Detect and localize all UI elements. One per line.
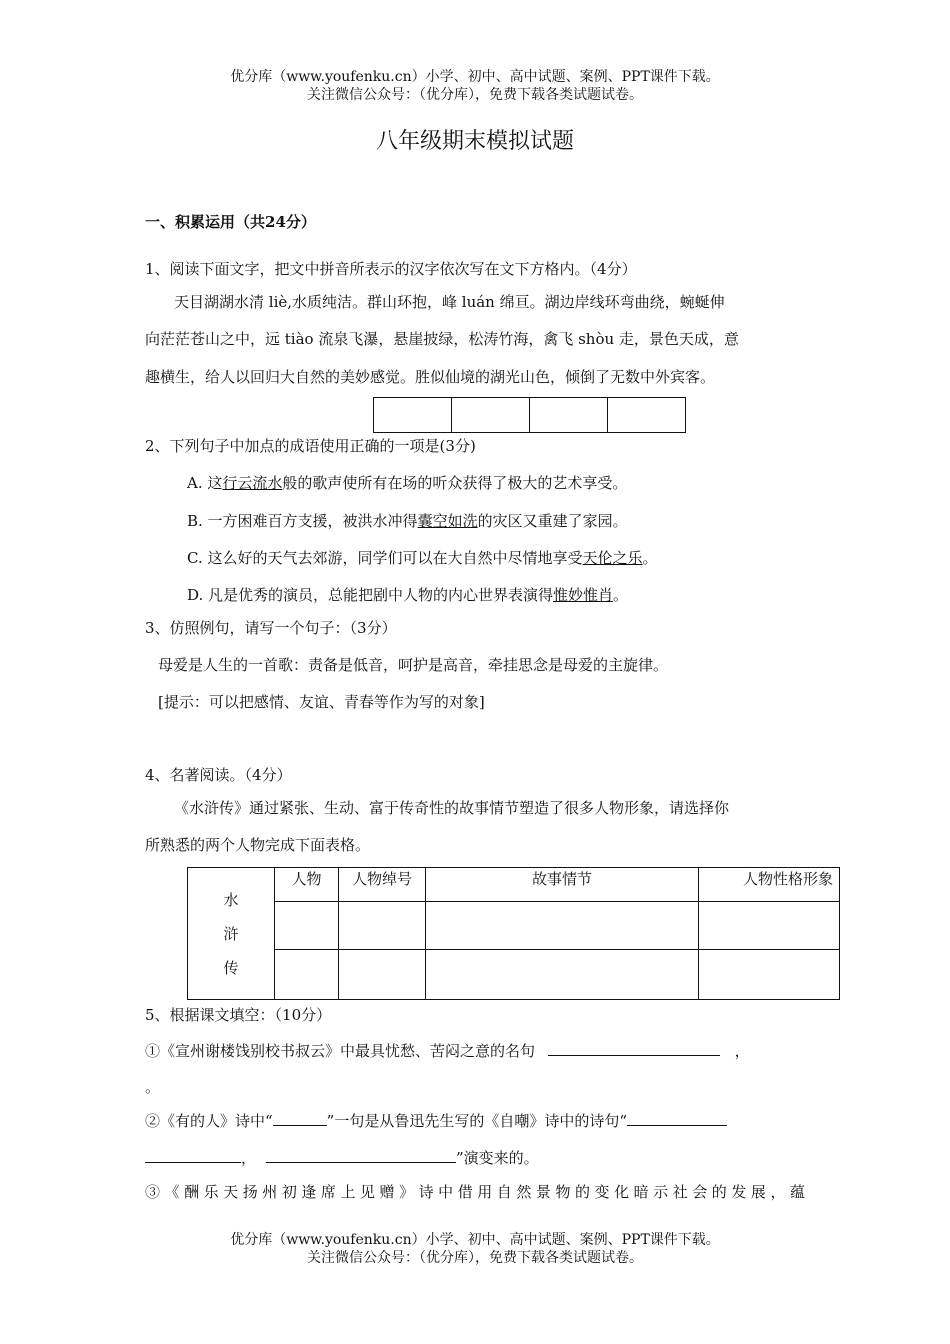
- q5-item-1: [145, 1039, 750, 1062]
- q1-para-line-1: 天目湖湖水清 liè,水质纯洁。群山环抱，峰 luán 绵亘。湖边岸线环弯曲绕，蜿蜒伸: [174, 293, 725, 311]
- q3-stem: 3、仿照例句，请写一个句子：（3分）: [145, 619, 397, 637]
- table-header: 人物绰号: [339, 868, 426, 902]
- q5-item-2-d: ”演变来的。: [456, 1149, 539, 1167]
- q3-example: 母爱是人生的一首歌：责备是低音，呵护是高音，牵挂思念是母爱的主旋律。: [158, 656, 669, 674]
- q5-item-2-c: ，: [241, 1149, 257, 1167]
- side-char: 浒: [223, 924, 239, 943]
- q4-para-line-1: 《水浒传》通过紧张、生动、富于传奇性的故事情节塑造了很多人物形象，请选择你: [174, 799, 730, 817]
- q1-para-line-2: 向茫茫苍山之中，远 tiào 流泉飞瀑，悬崖披绿，松涛竹海，禽飞 shòu 走，景色天成，意: [145, 330, 739, 348]
- fill-blank[interactable]: [548, 1039, 720, 1056]
- option-c-post: 。: [642, 549, 658, 567]
- q5-item-2-b: ”一句是从鲁迅先生写的《自嘲》诗中的诗句“: [326, 1112, 628, 1130]
- option-c-pre: C. 这么好的天气去郊游，同学们可以在大自然中尽情地享受: [187, 549, 583, 567]
- q5-item-1-end: 。: [145, 1078, 161, 1096]
- q2-option-b: [187, 510, 628, 532]
- q5-item-2-a: ②《有的人》诗中“: [145, 1112, 273, 1130]
- side-char: 水: [223, 890, 239, 909]
- fill-blank[interactable]: [273, 1109, 327, 1126]
- option-b-idiom: 囊空如洗: [417, 512, 478, 530]
- answer-boxes: [373, 397, 686, 433]
- q2-option-c: [187, 547, 658, 569]
- table-header: 人物性格形象: [699, 868, 840, 902]
- fill-blank[interactable]: [145, 1146, 241, 1163]
- option-b-pre: B. 一方困难百方支援，被洪水冲得: [187, 512, 418, 530]
- answer-box[interactable]: [452, 398, 530, 433]
- q5-stem: 5、根据课文填空：（10分）: [145, 1006, 332, 1024]
- q5-item-2-cont: [145, 1146, 539, 1169]
- q5-item-3: ③《酬乐天扬州初逢席上见赠》诗中借用自然景物的变化暗示社会的发展，蕴: [145, 1183, 805, 1201]
- section-heading: 一、积累运用（共24分）: [145, 213, 316, 231]
- fill-blank[interactable]: [266, 1146, 456, 1163]
- table-cell[interactable]: [339, 902, 426, 950]
- table-cell[interactable]: [426, 950, 699, 1000]
- table-header: 故事情节: [426, 868, 699, 902]
- q2-option-d: [187, 584, 628, 606]
- q2-stem: 2、下列句子中加点的成语使用正确的一项是(3分): [145, 437, 476, 455]
- answer-box[interactable]: [608, 398, 686, 433]
- option-a-idiom: 行云流水: [222, 474, 283, 492]
- answer-box[interactable]: [530, 398, 608, 433]
- option-a-pre: A. 这: [187, 474, 223, 492]
- q4-stem: 4、名著阅读。（4分）: [145, 766, 292, 784]
- table-header: 人物: [275, 868, 339, 902]
- character-table: [187, 867, 840, 1000]
- footer-line-1: 优分库（www.youfenku.cn）小学、初中、高中试题、案例、PPT课件下载。: [230, 1232, 720, 1248]
- option-d-pre: D. 凡是优秀的演员，总能把剧中人物的内心世界表演得: [187, 586, 554, 604]
- q5-item-1-text: ①《宣州谢楼饯别校书叔云》中最具忧愁、苦闷之意的名句: [145, 1042, 536, 1060]
- table-cell[interactable]: [275, 950, 339, 1000]
- header-line-1: 优分库（www.youfenku.cn）小学、初中、高中试题、案例、PPT课件下载。: [230, 69, 720, 85]
- option-d-idiom: 惟妙惟肖: [553, 586, 614, 604]
- table-cell[interactable]: [426, 902, 699, 950]
- fill-blank[interactable]: [627, 1109, 727, 1126]
- option-d-post: 。: [613, 586, 629, 604]
- option-b-post: 的灾区又重建了家园。: [477, 512, 628, 530]
- q5-item-2: [145, 1109, 727, 1132]
- option-c-idiom: 天伦之乐: [582, 549, 643, 567]
- q4-para-line-2: 所熟悉的两个人物完成下面表格。: [145, 836, 371, 854]
- side-char: 传: [223, 958, 239, 977]
- option-a-post: 般的歌声使所有在场的听众获得了极大的艺术享受。: [282, 474, 628, 492]
- q5-item-1-comma: ，: [734, 1042, 750, 1060]
- footer-line-2: 关注微信公众号：（优分库），免费下载各类试题试卷。: [307, 1250, 643, 1266]
- header-line-2: 关注微信公众号：（优分库），免费下载各类试题试卷。: [307, 87, 643, 103]
- page-title: 八年级期末模拟试题: [375, 129, 574, 154]
- q3-hint: [提示：可以把感情、友谊、青春等作为写的对象]: [158, 693, 485, 711]
- table-cell[interactable]: [275, 902, 339, 950]
- table-cell[interactable]: [699, 950, 840, 1000]
- table-side-label: [188, 868, 275, 1000]
- table-cell[interactable]: [699, 902, 840, 950]
- table-cell[interactable]: [339, 950, 426, 1000]
- q1-para-line-3: 趣横生，给人以回归大自然的美妙感觉。胜似仙境的湖光山色，倾倒了无数中外宾客。: [145, 368, 716, 386]
- q1-stem: 1、阅读下面文字，把文中拼音所表示的汉字依次写在文下方格内。（4分）: [145, 260, 637, 278]
- answer-box[interactable]: [374, 398, 452, 433]
- q2-option-a: [187, 472, 627, 494]
